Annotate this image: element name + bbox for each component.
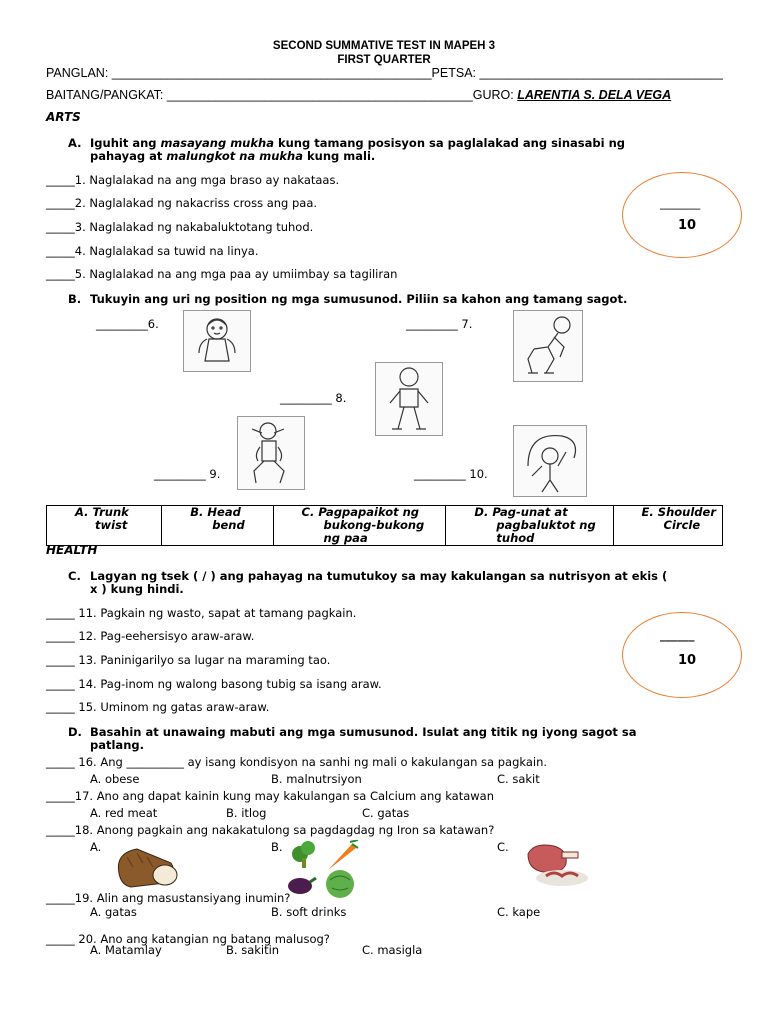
part-c-instruction-line1: Lagyan ng tsek ( / ) ang pahayag na tumutukoy sa may kakulangan sa nutrisyon at ekis ( bbox=[90, 569, 668, 583]
panglan-petsa-field: PANGLAN: ______________________________________________PETSA: ___________________________________ bbox=[46, 66, 723, 80]
item-20-choice-b: B. sakitin bbox=[226, 943, 280, 957]
choice-c: C. Pagpapaikot ng bukong-bukong ng paa bbox=[273, 506, 446, 546]
item-13: _____ 13. Paninigarilyo sa lugar na maraming tao. bbox=[46, 653, 331, 667]
choice-e: E. Shoulder Circle bbox=[613, 506, 722, 546]
part-b-letter: B. bbox=[68, 292, 82, 306]
item-12: _____ 12. Pag-eehersisyo araw-araw. bbox=[46, 629, 255, 643]
item-19-choice-c: C. kape bbox=[497, 905, 541, 919]
item-3: _____3. Naglalakad ng nakabaluktotang tuhod. bbox=[46, 220, 314, 234]
score-total-arts: 10 bbox=[678, 218, 697, 233]
item-2: _____2. Naglalakad ng nakacriss cross ang paa. bbox=[46, 196, 318, 210]
item-18-stem: _____18. Anong pagkain ang nakakatulong sa pagdagdag ng Iron sa katawan? bbox=[46, 823, 495, 837]
item-6: _________6. bbox=[96, 317, 159, 331]
item-16-choice-a: A. obese bbox=[90, 772, 140, 786]
item-14: _____ 14. Pag-inom ng walong basong tubig sa isang araw. bbox=[46, 677, 382, 691]
figure-10-image bbox=[513, 425, 587, 497]
vegetables-image bbox=[288, 840, 362, 900]
item-20-stem: _____ 20. Ano ang katangian ng batang malusog? bbox=[46, 932, 330, 946]
item-19-choice-b: B. soft drinks bbox=[271, 905, 347, 919]
score-line-health: ______ bbox=[660, 628, 695, 642]
item-8: _________ 8. bbox=[280, 391, 347, 405]
item-16-stem: _____ 16. Ang __________ ay isang kondisyon na sanhi ng mali o kakulangan sa pagkain. bbox=[46, 755, 548, 769]
item-15: _____ 15. Uminom ng gatas araw-araw. bbox=[46, 700, 270, 714]
part-b-instruction: Tukuyin ang uri ng position ng mga sumusunod. Piliin sa kahon ang tamang sagot. bbox=[90, 292, 628, 306]
figure-8-image bbox=[375, 362, 443, 436]
item-17-choice-a: A. red meat bbox=[90, 806, 158, 820]
arts-heading: ARTS bbox=[46, 110, 81, 124]
item-17-choice-c: C. gatas bbox=[362, 806, 410, 820]
item-20-choice-c: C. masigla bbox=[362, 943, 423, 957]
part-c-instruction-line2: x ) kung hindi. bbox=[90, 582, 184, 596]
score-circle-arts bbox=[622, 172, 742, 258]
item-17-stem: _____17. Ano ang dapat kainin kung may kakulangan sa Calcium ang katawan bbox=[46, 789, 495, 803]
item-7: _________ 7. bbox=[406, 317, 473, 331]
health-heading: HEALTH bbox=[46, 543, 98, 557]
meat-image bbox=[522, 840, 592, 888]
item-18-choice-c: C. bbox=[497, 840, 509, 854]
choice-b: B. Head bend bbox=[162, 506, 273, 546]
item-11: _____ 11. Pagkain ng wasto, sapat at tamang pagkain. bbox=[46, 606, 357, 620]
item-9: _________ 9. bbox=[154, 467, 221, 481]
item-18-choice-b: B. bbox=[271, 840, 283, 854]
item-18-choice-a: A. bbox=[90, 840, 102, 854]
item-16-choice-b: B. malnutrsiyon bbox=[271, 772, 362, 786]
item-4: _____4. Naglalakad sa tuwid na linya. bbox=[46, 244, 259, 258]
part-c-letter: C. bbox=[68, 569, 81, 583]
item-19-stem: _____19. Alin ang masustansiyang inumin? bbox=[46, 891, 291, 905]
part-a-letter: A. bbox=[68, 136, 82, 150]
figure-6-image bbox=[183, 310, 251, 372]
part-a-instruction-line2: pahayag at malungkot na mukha kung mali. bbox=[90, 149, 376, 163]
bread-image bbox=[113, 843, 183, 889]
part-d-letter: D. bbox=[68, 725, 82, 739]
figure-9-image bbox=[237, 416, 305, 490]
choices-table bbox=[46, 505, 723, 546]
quarter-subtitle: FIRST QUARTER bbox=[337, 54, 431, 66]
item-17-choice-b: B. itlog bbox=[226, 806, 267, 820]
choice-d: D. Pag-unat at pagbaluktot ng tuhod bbox=[446, 506, 613, 546]
score-total-health: 10 bbox=[678, 653, 697, 668]
guro-name: LARENTIA S. DELA VEGA bbox=[517, 88, 672, 102]
test-title: SECOND SUMMATIVE TEST IN MAPEH 3 bbox=[272, 40, 496, 52]
item-19-choice-a: A. gatas bbox=[90, 905, 137, 919]
part-d-instruction-line2: patlang. bbox=[90, 738, 144, 752]
item-5: _____5. Naglalakad na ang mga paa ay umiimbay sa tagiliran bbox=[46, 267, 398, 281]
choice-a: A. Trunk twist bbox=[47, 506, 162, 546]
score-line-arts: _______ bbox=[660, 196, 701, 210]
item-20-choice-a: A. Matamlay bbox=[90, 943, 162, 957]
baitang-label: BAITANG/PANGKAT: ____________________________________________GURO: bbox=[46, 88, 518, 102]
item-16-choice-c: C. sakit bbox=[497, 772, 540, 786]
item-10: _________ 10. bbox=[414, 467, 488, 481]
figure-7-image bbox=[513, 310, 583, 382]
part-a-instruction-line1: Iguhit ang masayang mukha kung tamang posisyon sa paglalakad ang sinasabi ng bbox=[90, 136, 626, 150]
baitang-guro-field bbox=[46, 88, 671, 102]
item-1: _____1. Naglalakad na ang mga braso ay nakataas. bbox=[46, 173, 340, 187]
part-d-instruction-line1: Basahin at unawaing mabuti ang mga sumusunod. Isulat ang titik ng iyong sagot sa bbox=[90, 725, 637, 739]
